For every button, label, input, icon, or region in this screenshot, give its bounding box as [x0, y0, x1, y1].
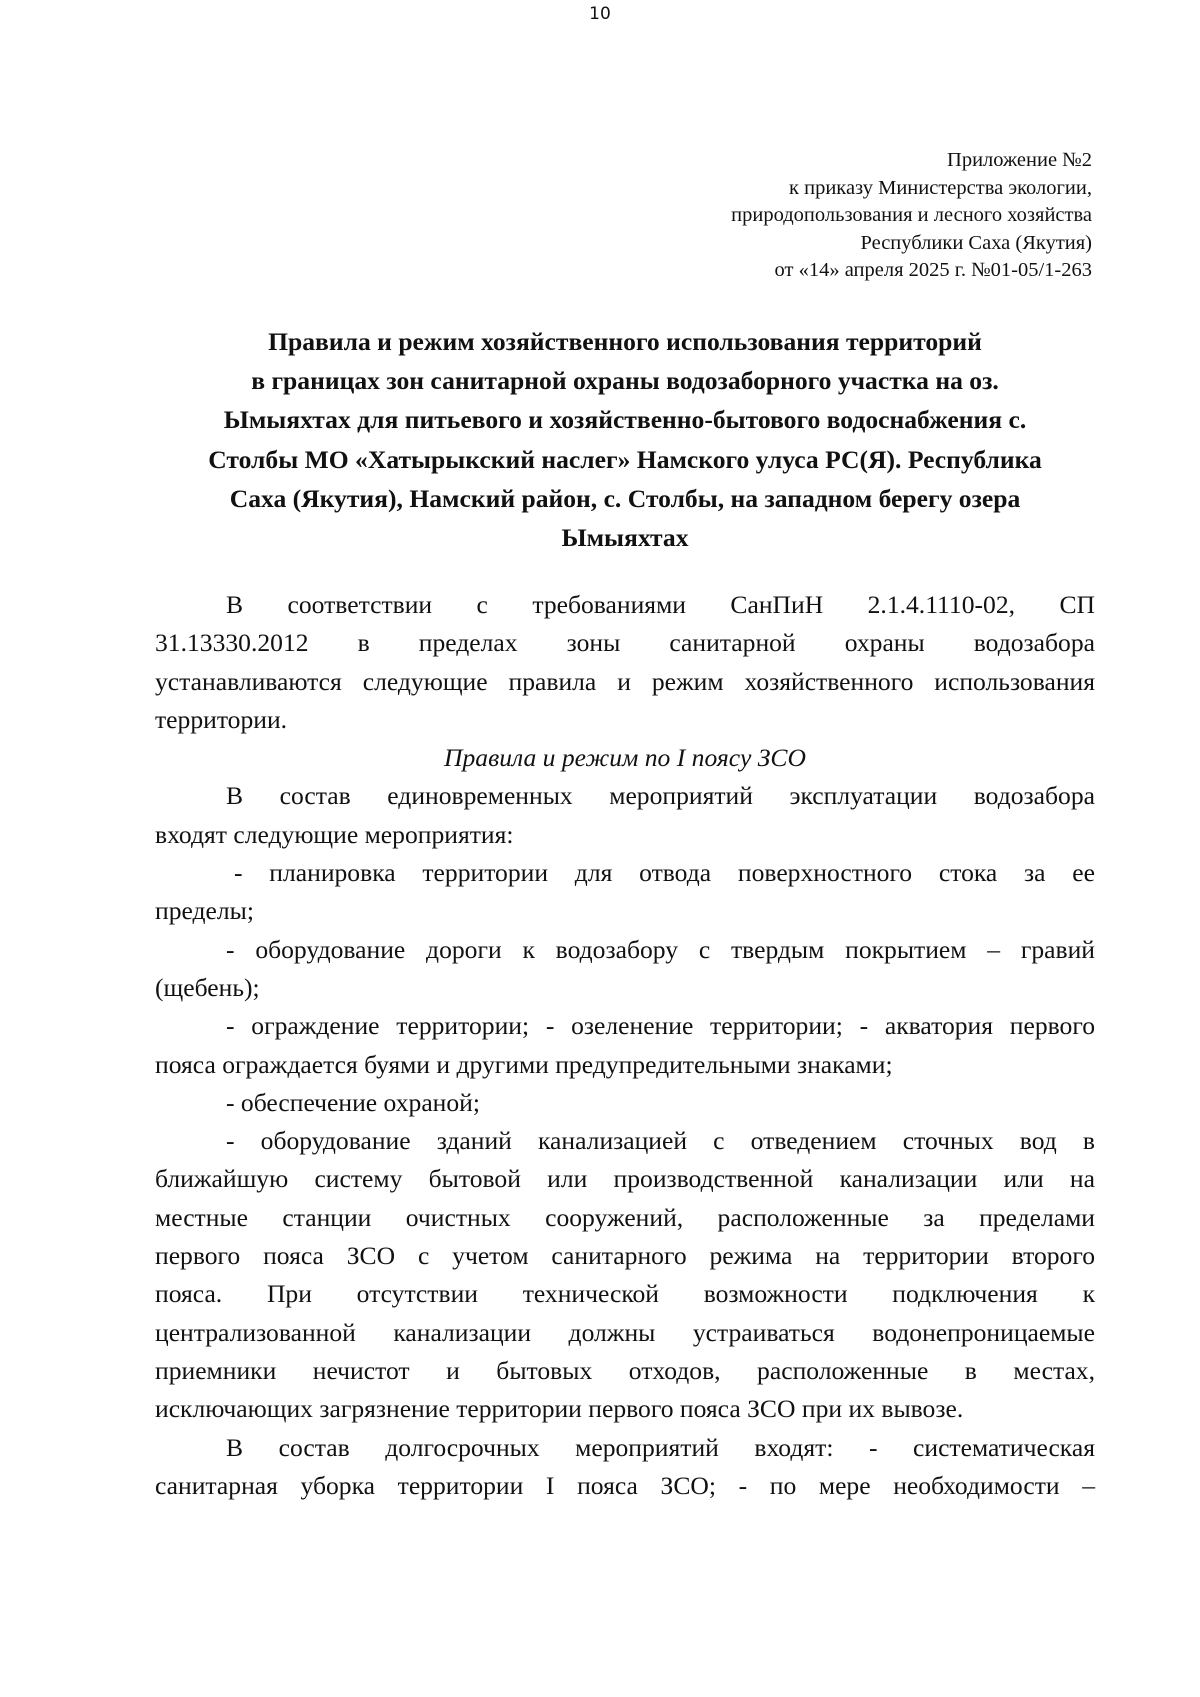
- body-line: входят следующие мероприятия:: [155, 819, 514, 849]
- document-title: [155, 322, 1095, 557]
- appendix-line: Республики Саха (Якутия): [860, 231, 1092, 254]
- document-body: [155, 586, 1095, 1505]
- body-line: устанавливаются следующие правила и режим хозяйственного использования: [155, 666, 1095, 696]
- body-line: местные станции очистных сооружений, расположенные за пределами: [155, 1202, 1095, 1232]
- list-item: - оборудование дороги к водозабору с твердым покрытием – гравий: [226, 934, 1095, 964]
- body-line: территории.: [155, 704, 288, 734]
- title-line: Саха (Якутия), Намский район, с. Столбы, на западном берегу озера: [229, 483, 1021, 513]
- list-item: - ограждение территории; - озеленение территории; - акватория первого: [226, 1011, 1095, 1041]
- title-line: Ымыяхтах: [561, 523, 689, 553]
- list-item: - планировка территории для отвода поверхностного стока за ее: [234, 858, 1095, 888]
- body-line: пояса ограждается буями и другими предупредительными знаками;: [155, 1049, 893, 1079]
- body-line: (щебень);: [155, 972, 260, 1002]
- appendix-line: природопользования и лесного хозяйства: [731, 204, 1092, 226]
- body-line: ближайшую систему бытовой или производственной канализации или на: [155, 1164, 1095, 1194]
- list-item: - оборудование зданий канализацией с отведением сточных вод в: [226, 1126, 1095, 1156]
- title-line: Ымыяхтах для питьевого и хозяйственно-бытового водоснабжения с.: [223, 405, 1027, 435]
- title-line: в границах зон санитарной охраны водозаборного участка на оз.: [251, 366, 999, 396]
- title-line: Правила и режим хозяйственного использования территорий: [268, 327, 982, 356]
- appendix-line: от «14» апреля 2025 г. №01-05/1-263: [774, 259, 1092, 281]
- list-item: - обеспечение охраной;: [226, 1087, 480, 1117]
- body-line: В состав единовременных мероприятий эксплуатации водозабора: [226, 781, 1095, 811]
- appendix-line: Приложение №2: [947, 149, 1092, 171]
- body-line: исключающих загрязнение территории первого пояса ЗСО при их вывозе.: [155, 1394, 964, 1424]
- section-heading: Правила и режим по I поясу ЗСО: [444, 743, 806, 773]
- title-line: Столбы МО «Хатырыкский наслег» Намского улуса РС(Я). Республика: [208, 444, 1042, 474]
- body-line: пояса. При отсутствии технической возможности подключения к: [155, 1279, 1095, 1309]
- appendix-line: к приказу Министерства экологии,: [789, 176, 1092, 199]
- body-line: пределы;: [155, 896, 254, 926]
- body-line: В соответствии с требованиями СанПиН 2.1.4.1110-02, СП: [226, 590, 1095, 619]
- body-line: первого пояса ЗСО с учетом санитарного режима на территории второго: [155, 1241, 1095, 1271]
- body-line: приемники нечистот и бытовых отходов, расположенные в местах,: [155, 1355, 1095, 1385]
- body-line: централизованной канализации должны устраиваться водонепроницаемые: [155, 1317, 1095, 1347]
- page-number: 10: [589, 4, 611, 24]
- body-line: санитарная уборка территории I пояса ЗСО; - по мере необходимости –: [155, 1470, 1095, 1500]
- body-line: В состав долгосрочных мероприятий входят: - систематическая: [226, 1432, 1095, 1462]
- appendix-block: [532, 147, 1092, 285]
- body-line: 31.13330.2012 в пределах зоны санитарной охраны водозабора: [155, 628, 1095, 658]
